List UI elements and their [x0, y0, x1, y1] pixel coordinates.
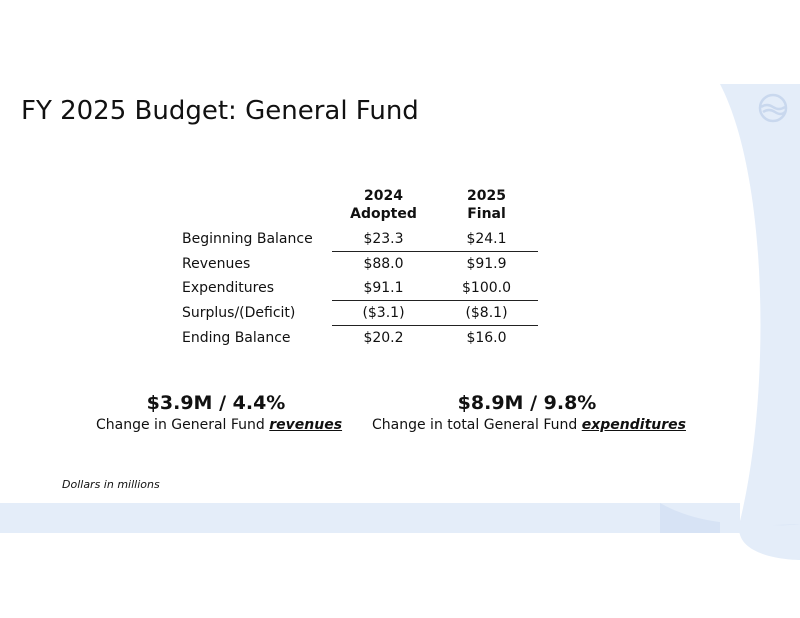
stat-value: $8.9M / 9.8% — [457, 392, 597, 414]
table-row — [176, 227, 538, 252]
stat-caption — [96, 415, 343, 435]
bottom-band — [0, 503, 720, 533]
column-type: Adopted — [350, 206, 417, 222]
row-value: $23.3 — [332, 227, 435, 252]
revenue-change-stat — [96, 391, 343, 435]
table-row — [176, 252, 538, 277]
caption-text: Change in total General Fund — [372, 417, 582, 433]
expenditure-change-stat — [372, 391, 686, 435]
caption-text: Change in General Fund — [96, 417, 270, 433]
row-value: $24.1 — [435, 227, 538, 252]
column-year: 2024 — [364, 188, 403, 204]
column-type: Final — [467, 206, 506, 222]
row-value: $16.0 — [466, 330, 507, 346]
row-value: $91.9 — [466, 256, 507, 272]
wave-circle-icon — [757, 92, 789, 124]
table-header-2025 — [435, 187, 538, 227]
page-title: FY 2025 Budget: General Fund — [21, 96, 419, 126]
row-value: $20.2 — [363, 330, 404, 346]
stat-caption — [372, 415, 686, 435]
table-header-blank — [176, 187, 332, 227]
row-value: $88.0 — [363, 256, 404, 272]
table-row — [176, 276, 538, 301]
row-label: Beginning Balance — [182, 231, 313, 248]
row-label: Ending Balance — [182, 329, 291, 346]
row-value: $91.1 — [332, 276, 435, 301]
caption-emphasis: expenditures — [581, 417, 686, 433]
row-label: Revenues — [182, 255, 251, 272]
bottom-right-fill — [720, 503, 740, 533]
caption-emphasis: revenues — [269, 417, 343, 433]
row-value: ($3.1) — [332, 301, 435, 326]
row-label: Expenditures — [182, 280, 274, 297]
stat-value: $3.9M / 4.4% — [146, 392, 286, 414]
table-row — [176, 301, 538, 326]
column-year: 2025 — [467, 188, 506, 204]
row-label: Surplus/(Deficit) — [182, 305, 296, 321]
budget-table — [176, 187, 538, 350]
table-header-2024 — [332, 187, 435, 227]
right-curve-shape — [720, 84, 800, 560]
table-header-row — [176, 187, 538, 227]
footnote: Dollars in millions — [62, 478, 160, 491]
row-value: ($8.1) — [435, 301, 538, 326]
row-value: $100.0 — [435, 276, 538, 301]
table-row — [176, 326, 538, 351]
